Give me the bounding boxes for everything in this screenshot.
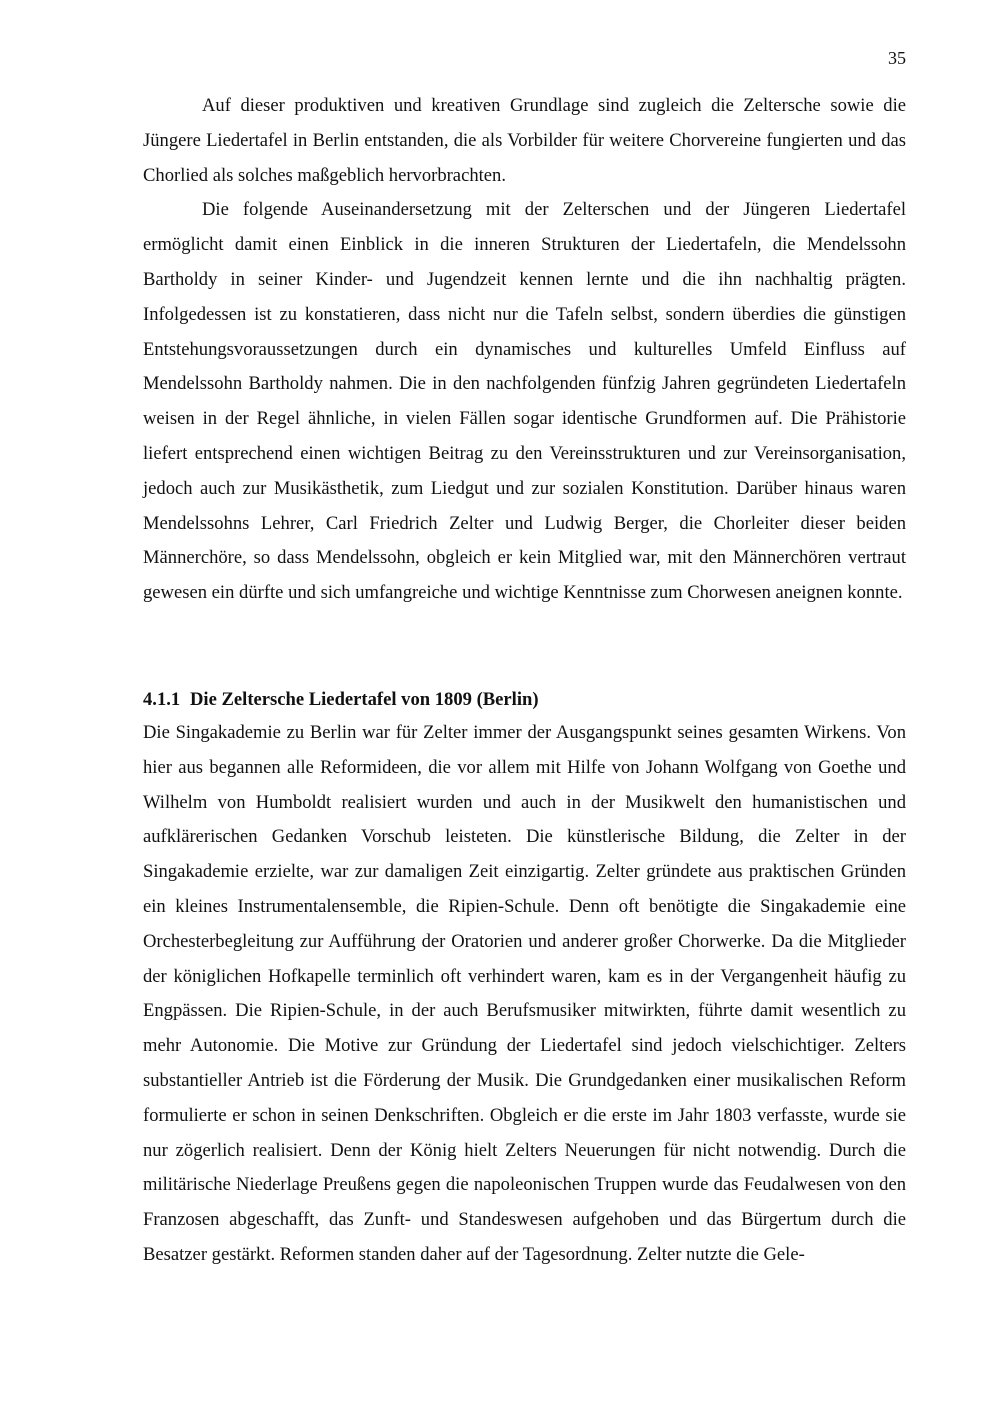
intro-text <box>143 89 906 611</box>
intro-paragraph-2: Die folgende Auseinandersetzung mit der Zelterschen und der Jüngeren Liedertafel ermöglicht damit einen Einblick in die inneren Strukturen der Liedertafeln, die Mendelssohn Bartholdy in seiner Kinder- und Jugendzeit kennen lernte und die ihn nachhaltig prägten. Infolgedessen ist zu konstatieren, dass nicht nur die Tafeln selbst, sondern überdies die günstigen Entstehungsvoraussetzungen durch ein dynamisches und kulturelles Umfeld Einfluss auf Mendelssohn Bartholdy nahmen. Die in den nachfolgenden fünfzig Jahren gegründeten Liedertafeln weisen in der Regel ähnliche, in vielen Fällen sogar identische Grundformen auf. Die Prähistorie liefert entsprechend einen wichtigen Beitrag zu den Vereinsstrukturen und zur Vereinsorganisation, jedoch auch zur Musikästhetik, zum Liedgut und zur sozialen Konstitution. Darüber hinaus waren Mendelssohns Lehrer, Carl Friedrich Zelter und Ludwig Berger, die Chorleiter dieser beiden Männerchöre, so dass Mendelssohn, obgleich er kein Mitglied war, mit den Männerchören vertraut gewesen ein dürfte und sich umfangreiche und wichtige Kenntnisse zum Chorwesen aneignen konnte. <box>143 199 906 604</box>
page-number: 35 <box>888 48 906 68</box>
section-text <box>143 716 906 1273</box>
section-heading <box>143 684 906 716</box>
section-number: 4.1.1 <box>143 689 181 710</box>
section-paragraph: Die Singakademie zu Berlin war für Zelter immer der Ausgangspunkt seines gesamten Wirkens. Von hier aus begannen alle Reformideen, die vor allem mit Hilfe von Johann Wolfgang von Goethe und Wilhelm von Humboldt realisiert wurden und auch in der Musikwelt den humanistischen und aufklärerischen Gedanken Vorschub leisteten. Die künstlerische Bildung, die Zelter in der Singakademie erzielte, war zur damaligen Zeit einzigartig. Zelter gründete aus praktischen Gründen ein kleines Instrumentalensemble, die Ripien-Schule. Denn oft benötigte die Singakademie eine Orchesterbegleitung zur Aufführung der Oratorien und anderer großer Chorwerke. Da die Mitglieder der königlichen Hofkapelle terminlich oft verhindert waren, kam es in der Vergangenheit häufig zu Engpässen. Die Ripien-Schule, in der auch Berufsmusiker mitwirkten, führte damit wesentlich zu mehr Autonomie. Die Motive zur Gründung der Liedertafel sind jedoch vielschichtiger. Zelters substantieller Antrieb ist die Förderung der Musik. Die Grundgedanken einer musikalischen Reform formulierte er schon in seinen Denkschriften. Obgleich er die erste im Jahr 1803 verfasste, wurde sie nur zögerlich realisiert. Denn der König hielt Zelters Neuerungen für nicht notwendig. Durch die militärische Niederlage Preußens gegen die napoleonischen Truppen wurde das Feudalwesen von den Franzosen abgeschafft, das Zunft- und Standeswesen aufgehoben und das Bürgertum durch die Besatzer gestärkt. Reformen standen daher auf der Tagesordnung. Zelter nutzte die Gele- <box>143 722 906 1265</box>
intro-paragraph-1: Auf dieser produktiven und kreativen Grundlage sind zugleich die Zeltersche sowie die Jüngere Liedertafel in Berlin entstanden, die als Vorbilder für weitere Chorvereine fungierten und das Chorlied als solches maßgeblich hervorbrachten. <box>143 95 906 186</box>
section-title: Die Zeltersche Liedertafel von 1809 (Berlin) <box>190 689 539 710</box>
